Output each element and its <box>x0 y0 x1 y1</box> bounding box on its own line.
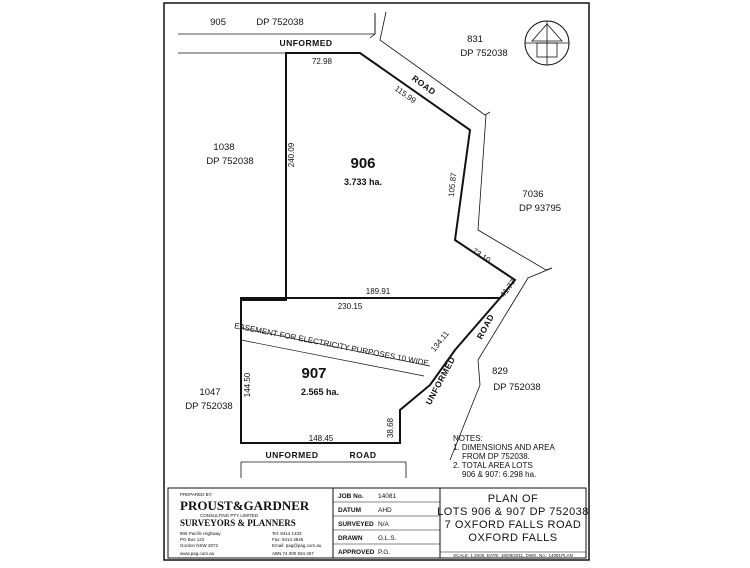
notes-line-3: 2. TOTAL AREA LOTS <box>453 461 533 470</box>
neighbour-1038-lot: 1038 <box>213 142 235 153</box>
neighbour-829-dp: DP 752038 <box>493 382 541 393</box>
dimension-189-91: 189.91 <box>365 287 391 296</box>
surveyed-label: SURVEYED <box>338 521 374 528</box>
notes-line-4: 906 & 907: 6.298 ha. <box>462 470 537 479</box>
plan-title-line-2: LOTS 906 & 907 DP 752038 <box>437 506 589 518</box>
drawn-label: DRAWN <box>338 535 363 542</box>
lot-907-boundary <box>241 298 500 443</box>
easement-label: EASEMENT FOR ELECTRICITY PURPOSES 10 WIDE <box>233 321 430 368</box>
company-address-3: Gordon NSW 2072 <box>180 543 219 548</box>
datum-value: AHD <box>378 507 392 514</box>
dimension-230-15: 230.15 <box>337 302 363 311</box>
plan-footer: SCALE: 1:2000, DATE: 18/09/2011, DWG. No.: 14081PLAN <box>453 553 573 558</box>
road-edge-north <box>380 12 490 115</box>
dimension-148-45: 148.45 <box>308 434 334 443</box>
company-web: www.pag.com.au <box>180 551 215 556</box>
dimension-105-87: 105.87 <box>446 172 459 198</box>
dimension-144-50: 144.50 <box>243 372 252 398</box>
dimension-115-99: 115.99 <box>392 83 418 106</box>
neighbour-7036-lot: 7036 <box>522 189 544 200</box>
dimension-73-10: 73.10 <box>470 246 493 265</box>
surveyed-value: N/A <box>378 521 389 528</box>
lot-906-number: 906 <box>350 155 376 172</box>
dimension-134-11: 134.11 <box>429 329 451 354</box>
plan-title-line-1: PLAN OF <box>487 493 539 505</box>
company-address-2: PO Box 122 <box>180 537 205 542</box>
company-tel: Tel: 9414 1333 <box>272 531 302 536</box>
company-email: Email: pag@pag.com.au <box>272 543 322 548</box>
drawn-value: G.L.S. <box>378 535 397 542</box>
company-prepared-by: PREPARED BY: <box>180 492 213 497</box>
lot-907-number: 907 <box>301 365 327 382</box>
road-label-bottom-unformed: UNFORMED <box>265 450 319 460</box>
company-abn: ABN 74 000 934 467 <box>272 551 314 556</box>
road-label-diag-road: ROAD <box>410 73 438 97</box>
company-fax: Fax: 9414 3846 <box>272 537 304 542</box>
approved-label: APPROVED <box>338 549 375 556</box>
road-label-east-road: ROAD <box>474 312 497 341</box>
neighbour-831-dp: DP 752038 <box>460 48 508 59</box>
dimension-72-98: 72.98 <box>311 57 333 66</box>
neighbour-831-lot: 831 <box>467 34 483 45</box>
road-label-top-unformed: UNFORMED <box>279 38 333 48</box>
notes-line-2: FROM DP 752038. <box>462 452 530 461</box>
plan-title-line-4: OXFORD FALLS <box>468 532 558 544</box>
neighbour-1047-dp: DP 752038 <box>185 401 233 412</box>
company-role: SURVEYORS & PLANNERS <box>180 518 296 528</box>
approved-value: P.G. <box>378 549 391 556</box>
neighbour-1047-lot: 1047 <box>199 387 221 398</box>
company-sub: CONSULTING PTY LIMITED <box>200 513 259 518</box>
lot-907-area: 2.565 ha. <box>300 387 340 397</box>
dimension-38-68: 38.68 <box>386 417 395 439</box>
notes-line-1: 1. DIMENSIONS AND AREA <box>453 443 555 452</box>
neighbour-905-dp: DP 752038 <box>256 17 304 28</box>
datum-label: DATUM <box>338 507 361 514</box>
dimension-41-77: 41.77 <box>498 277 518 300</box>
road-label-bottom-road: ROAD <box>349 450 377 460</box>
lot-906-area: 3.733 ha. <box>343 177 383 187</box>
road-label-east-unformed: UNFORMED <box>423 354 458 407</box>
north-arrow-icon <box>525 21 569 65</box>
neighbour-7036-dp: DP 93795 <box>518 203 562 214</box>
job-number-label: JOB No. <box>338 493 364 500</box>
company-address-1: 906 Pacific Highway <box>180 531 221 536</box>
job-number-value: 14081 <box>378 493 397 500</box>
neighbour-905-lot: 905 <box>210 17 226 28</box>
notes-heading: NOTES: <box>453 434 483 443</box>
neighbour-829-lot: 829 <box>492 366 508 377</box>
dimension-240-09: 240.09 <box>287 142 296 168</box>
plan-title-line-3: 7 OXFORD FALLS ROAD <box>444 519 582 531</box>
neighbour-1038-dp: DP 752038 <box>206 156 254 167</box>
company-name: PROUST&GARDNER <box>180 498 310 513</box>
